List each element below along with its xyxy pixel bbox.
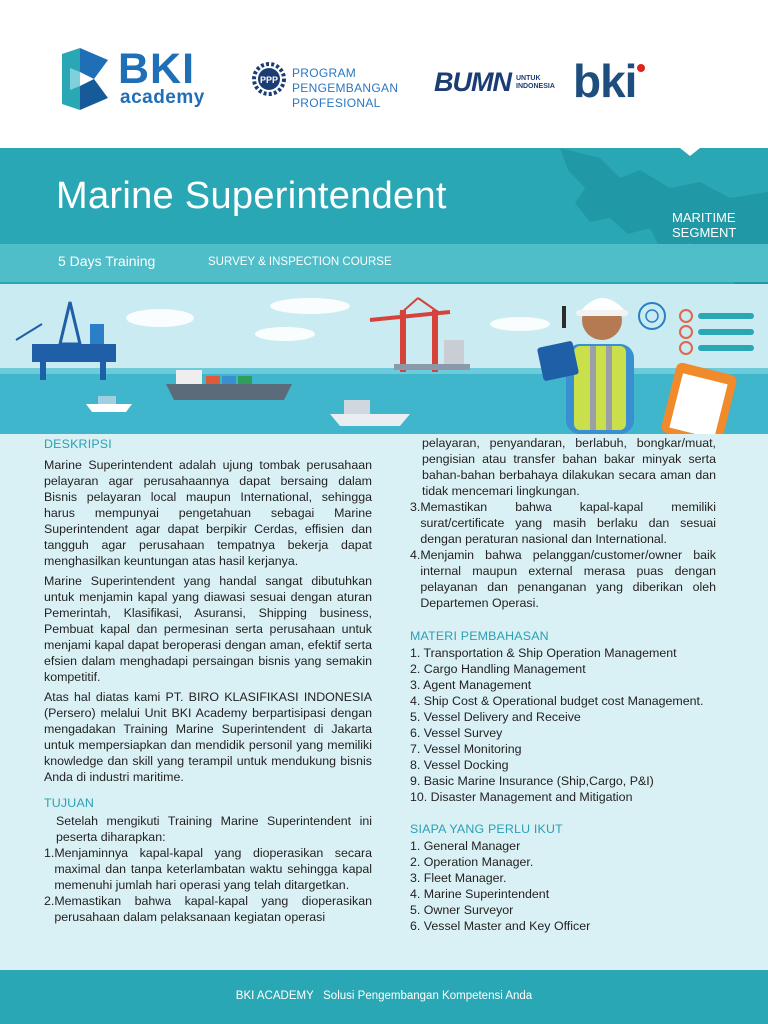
ppp-text — [292, 66, 398, 111]
tujuan-heading: TUJUAN — [44, 796, 95, 810]
bki-academy-sub: academy — [120, 87, 205, 108]
materi-item: 2. Cargo Handling Management — [410, 662, 586, 676]
tujuan-item — [410, 499, 716, 547]
footer — [0, 970, 768, 1024]
bki-logo-dot-icon — [637, 64, 645, 72]
ppp-line-2: PENGEMBANGAN — [292, 81, 399, 95]
siapa-item: 3. Fleet Manager. — [410, 871, 507, 885]
tujuan-item — [44, 845, 372, 893]
bumn-tag-line-1: UNTUK — [516, 75, 541, 82]
right-column — [410, 435, 716, 934]
siapa-heading: SIAPA YANG PERLU IKUT — [410, 822, 563, 836]
siapa-item: 4. Marine Superintendent — [410, 887, 550, 901]
ppp-line-3: PROFESIONAL — [292, 96, 381, 110]
tujuan-item-text: Memastikan bahwa kapal-kapal yang dioperasikan perusahaan dalam pelaksanaan kegiatan operasi — [54, 894, 372, 924]
bki-academy-word: BKI — [118, 45, 196, 93]
header-band — [0, 148, 768, 284]
tujuan-item-text: Memastikan bahwa kapal-kapal memiliki surat/certificate yang masih berlaku dan sesuai dengan peraturan nasional dan International. — [420, 500, 716, 546]
materi-heading: MATERI PEMBAHASAN — [410, 629, 549, 643]
siapa-item: 1. General Manager — [410, 839, 521, 853]
bumn-tag-line-2: INDONESIA — [516, 83, 555, 90]
footer-text: BKI ACADEMY Solusi Pengembangan Kompetensi Anda — [235, 990, 533, 1002]
materi-item: 1. Transportation & Ship Operation Management — [410, 646, 677, 660]
bumn-word: BUMN — [434, 67, 511, 97]
siapa-item: 2. Operation Manager. — [410, 855, 534, 869]
materi-item: 7. Vessel Monitoring — [410, 742, 522, 756]
page-title: Marine Superintendent — [56, 175, 447, 217]
ppp-mark-text: PPP — [259, 75, 279, 85]
subtitle-strip — [0, 244, 768, 282]
siapa-item: 5. Owner Surveyor — [410, 903, 514, 917]
bumn-logo — [434, 66, 564, 100]
tujuan-item-num: 4. — [410, 548, 421, 562]
tujuan-item — [410, 547, 716, 611]
materi-item: 6. Vessel Survey — [410, 726, 503, 740]
materi-item: 4. Ship Cost & Operational budget cost Management. — [410, 694, 704, 708]
logo-bar — [0, 0, 768, 148]
tujuan-item-num: 2. — [44, 894, 55, 908]
tujuan-item-text: Menjaminnya kapal-kapal yang dioperasikan secara maximal dan tanpa keterlambatan waktu sehingga kapal memenuhi jumlah hari operasi yang telah ditargetkan. — [54, 846, 372, 892]
siapa-item: 6. Vessel Master and Key Officer — [410, 919, 591, 933]
materi-item: 9. Basic Marine Insurance (Ship,Cargo, P&I) — [410, 774, 654, 788]
content-panel — [0, 434, 768, 970]
siapa-list — [410, 838, 716, 934]
deskripsi-paragraph-2: Marine Superintendent yang handal sangat dibutuhkan untuk menjamin kapal yang diawasi sesuai dengan aturan Pemerintah, Klasifikasi, Asuransi, Shipping business, Pembuat kapal dan permesinan serta perusahaan untuk menjami kapal dapat beroperasi dengan aman, efektif serta efsien dalam menghadapi persaingan bisnis yang semakin kompetitif. — [44, 574, 372, 684]
materi-item: 8. Vessel Docking — [410, 758, 509, 772]
bumn-tagline — [516, 75, 555, 91]
segment-line-1: MARITIME — [672, 210, 736, 225]
maritime-scene-icon — [0, 284, 768, 434]
course-type: SURVEY & INSPECTION COURSE — [208, 256, 392, 268]
tujuan-item-text: pelayaran, penyandaran, berlabuh, bongkar/muat, pengisian atau transfer bahan bakar minyak serta bahan-bahan berbahaya dilakukan secara aman dan tidak mencemari lingkungan. — [422, 436, 716, 498]
materi-item: 3. Agent Management — [410, 678, 532, 692]
left-column — [44, 436, 372, 925]
tujuan-item-num: 1. — [44, 846, 55, 860]
materi-item: 10. Disaster Management and Mitigation — [410, 790, 633, 804]
bki-logo: bki — [573, 55, 637, 107]
materi-list — [410, 645, 716, 805]
deskripsi-paragraph-1: Marine Superintendent adalah ujung tombak perusahaan pelayaran agar perusahaannya dapat bersaing dalam Bisnis pelayaran local maupun International, sehingga harus mempunyai pengetahuan sebagai Marine Superintendent agar dapat berpikir Cerdas, effisien dan tangguh agar perusahaan tempatnya bekerja dapat menghasilkan keuntungan atas hasil kerjanya. — [44, 458, 372, 568]
training-duration: 5 Days Training — [58, 253, 156, 269]
ppp-gear-icon — [252, 62, 286, 96]
deskripsi-paragraph-3: Atas hal diatas kami PT. BIRO KLASIFIKASI INDONESIA (Persero) melalui Unit BKI Academy berpartisipasi dengan mengadakan Training Marine Superintendent di Jakarta untuk mempersiapkan dan mendidik personil yang memiliki knowledge dan skill yang terampil untuk mendukung bisnis Anda di industri maritime. — [44, 690, 372, 784]
tujuan-item — [44, 893, 372, 925]
ppp-line-1: PROGRAM — [292, 66, 357, 80]
maritime-illustration — [0, 284, 768, 434]
bki-academy-mark-icon — [58, 48, 112, 110]
segment-label — [672, 210, 736, 240]
tujuan-item-continued — [410, 435, 716, 499]
bki-academy-logo — [58, 46, 218, 112]
checklist-icon — [680, 310, 754, 354]
ppp-logo — [252, 62, 422, 112]
materi-item: 5. Vessel Delivery and Receive — [410, 710, 581, 724]
tujuan-item-text: Menjamin bahwa pelanggan/customer/owner baik internal maupun external merasa puas dengan pelayanan dan penanganan yang diberikan oleh Departemen Operasi. — [420, 548, 716, 610]
segment-line-2: SEGMENT — [672, 225, 737, 240]
tujuan-intro: Setelah mengikuti Training Marine Superintendent ini peserta diharapkan: — [56, 814, 372, 844]
tujuan-item-num: 3. — [410, 500, 421, 514]
deskripsi-heading: DESKRIPSI — [44, 437, 112, 451]
